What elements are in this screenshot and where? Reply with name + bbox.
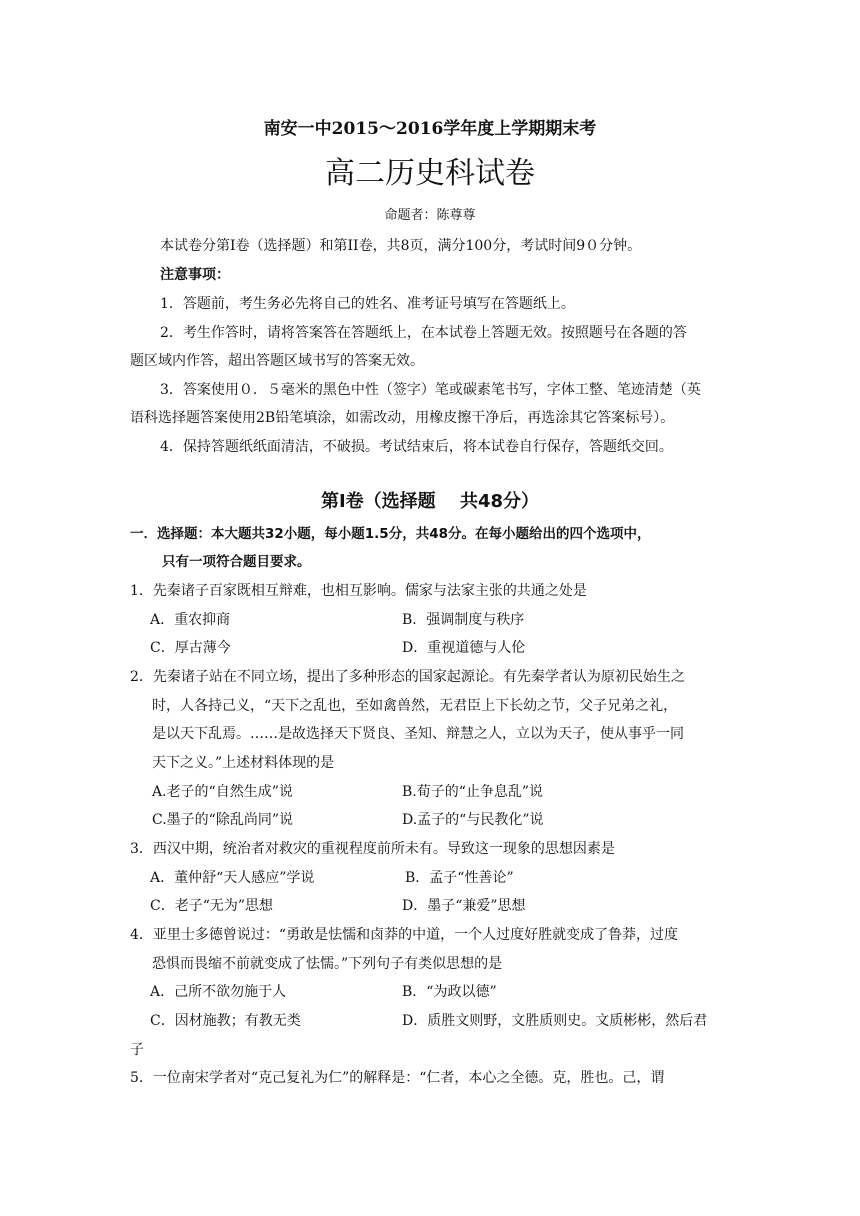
notice-item: 2．考生作答时，请将答案答在答题纸上，在本试卷上答题无效。按照题号在各题的答 (160, 325, 687, 341)
option-c: C．老子“无为”思想 (150, 898, 274, 914)
notice-heading: 注意事项： (160, 267, 230, 283)
option-c: C.墨子的“除乱尚同”说 (152, 812, 293, 828)
option-a: A.老子的“自然生成”说 (152, 784, 293, 800)
option-a: A．董仲舒“天人感应”学说 (150, 870, 315, 886)
option-a: A．己所不欲勿施于人 (150, 984, 287, 1000)
notice-item: 4．保持答题纸纸面清洁，不破损。考试结束后，将本试卷自行保存，答题纸交回。 (160, 439, 673, 455)
question-stem: 恐惧而畏缩不前就变成了怯懦。”下列句子有类似思想的是 (152, 956, 503, 972)
question-stem: 5．一位南宋学者对“克己复礼为仁”的解释是：“仁者，本心之全德。克，胜也。己，谓 (130, 1070, 665, 1086)
option-d: D.孟子的“与民教化”说 (402, 812, 544, 828)
school-line: 南安一中2015～2016学年度上学期期末考 (263, 119, 597, 139)
option-c: C．因材施教；有教无类 (150, 1013, 301, 1029)
section-instruction: 只有一项符合题目要求。 (162, 554, 311, 570)
option-c: C．厚古薄今 (150, 640, 231, 656)
question-stem: 是以天下乱焉。……是故选择天下贤良、圣知、辩慧之人，立以为天子，使从事乎一同 (152, 726, 684, 742)
intro-text: 本试卷分第I卷（选择题）和第II卷，共8页，满分100分，考试时间9０分钟。 (160, 238, 642, 254)
option-b: B．孟子“性善论” (405, 870, 514, 886)
question-stem: 2．先秦诸子站在不同立场，提出了多种形态的国家起源论。有先秦学者认为原初民始生之 (130, 669, 685, 685)
option-b: B．强调制度与秩序 (402, 612, 525, 628)
option-d: D．重视道德与人伦 (402, 640, 526, 656)
question-stem: 4．亚里士多德曾说过：“勇敢是怯懦和卤莽的中道，一个人过度好胜就变成了鲁莽，过度 (130, 927, 679, 943)
option-b: B.荀子的“止争息乱”说 (402, 784, 544, 800)
question-stem: 1．先秦诸子百家既相互辩难，也相互影响。儒家与法家主张的共通之处是 (130, 583, 587, 599)
question-stem: 3．西汉中期，统治者对救灾的重视程度前所未有。导致这一现象的思想因素是 (130, 841, 615, 857)
notice-item: 语科选择题答案使用2B铅笔填涂，如需改动，用橡皮擦干净后，再选涂其它答案标号）。 (130, 410, 675, 426)
option-d: D．墨子“兼爱”思想 (402, 898, 526, 914)
section-title: 第Ⅰ卷（选择题 共48分） (320, 491, 539, 512)
option-d: D．质胜文则野，文胜质则史。文质彬彬，然后君 (402, 1013, 708, 1029)
option-d-wrap: 子 (130, 1042, 144, 1058)
notice-item: 1．答题前，考生务必先将自己的姓名、准考证号填写在答题纸上。 (160, 296, 575, 312)
question-stem: 天下之义。”上述材料体现的是 (152, 755, 335, 771)
page-title: 高二历史科试卷 (325, 156, 535, 191)
option-b: B．“为政以德” (402, 984, 497, 1000)
section-instruction: 一．选择题：本大题共32小题，每小题1.5分，共48分。在每小题给出的四个选项中， (130, 526, 651, 542)
question-stem: 时，人各持己义，“天下之乱也，至如禽兽然，无君臣上下长幼之节，父子兄弟之礼， (152, 698, 678, 714)
notice-item: 3．答案使用０．５毫米的黑色中性（签字）笔或碳素笔书写，字体工整、笔迹清楚（英 (160, 382, 701, 398)
notice-item: 题区域内作答，超出答题区域书写的答案无效。 (130, 353, 424, 369)
author-line: 命题者：陈尊尊 (384, 208, 476, 223)
option-a: A．重农抑商 (150, 612, 231, 628)
